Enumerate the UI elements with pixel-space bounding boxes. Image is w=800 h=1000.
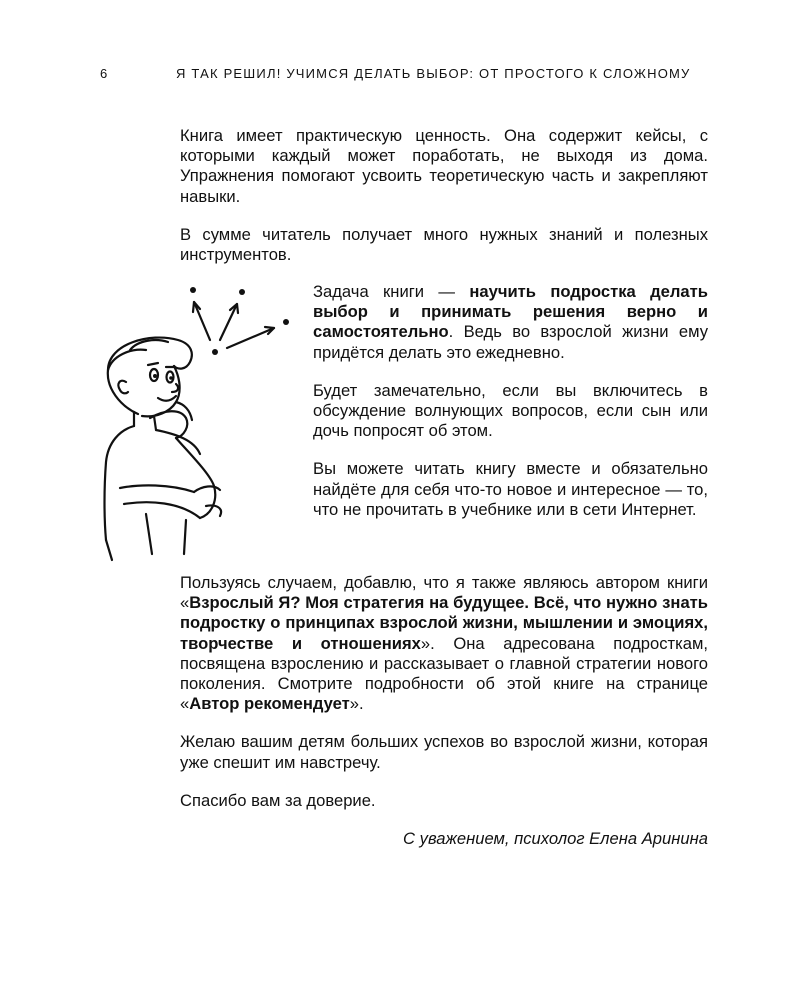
closing-p1-end: ». [349,694,364,714]
intro-section [180,126,708,283]
closing-paragraph-3: Спасибо вам за доверие. [180,790,376,810]
thinking-boy-illustration [90,278,305,563]
side-paragraph-1 [313,282,708,363]
intro-paragraph-1: Книга имеет практическую ценность. Она содержит кейсы, с которыми каждый может поработать, не выходя из дома. Упражнения помогают усвоить теоретическую часть и закрепляют навыки. [180,126,708,206]
side-paragraph-2: Будет замечательно, если вы включитесь в обсуждение волнующих вопросов, если сын или дочь попросят об этом. [313,380,708,441]
closing-paragraph-1 [180,573,708,714]
side-p1-emphasis: научить подростка делать выбор и принимать решения верно и самостоятельно [313,282,708,342]
side-p1-end: . Ведь во взрослой жизни ему придётся делать это ежедневно. [313,322,708,362]
side-p1-start: Задача книги — [313,282,470,301]
closing-p1-start: Пользуясь случаем, добавлю, что я также являюсь автором книги « [180,573,708,613]
author-recommends-emphasis: Автор рекомендует [189,694,350,714]
page-number: 6 [100,66,109,81]
running-title: Я ТАК РЕШИЛ! УЧИМСЯ ДЕЛАТЬ ВЫБОР: ОТ ПРОСТОГО К СЛОЖНОМУ [176,66,691,81]
book-title-emphasis: Взрослый Я? Моя стратегия на будущее. Всё, что нужно знать подростку о принципах взрослой жизни, мышлении и эмоциях, творчестве и отношениях [180,593,708,653]
author-signature: С уважением, психолог Елена Аринина [403,829,708,849]
closing-paragraph-2: Желаю вашим детям больших успехов во взрослой жизни, которая уже спешит им навстречу. [180,732,708,772]
closing-p1-mid: ». Она адресована подросткам, посвящена взрослению и рассказывает о главной стратегии нового поколения. Смотрите подробности об этой книге на странице « [180,633,708,714]
side-column [313,282,708,538]
closing-section [180,573,708,867]
side-paragraph-3: Вы можете читать книгу вместе и обязательно найдёте для себя что-то новое и интересное — то, что не прочитать в учебнике или в сети Интернет. [313,459,708,519]
intro-paragraph-2: В сумме читатель получает много нужных знаний и полезных инструментов. [180,224,708,265]
running-header [100,66,710,81]
